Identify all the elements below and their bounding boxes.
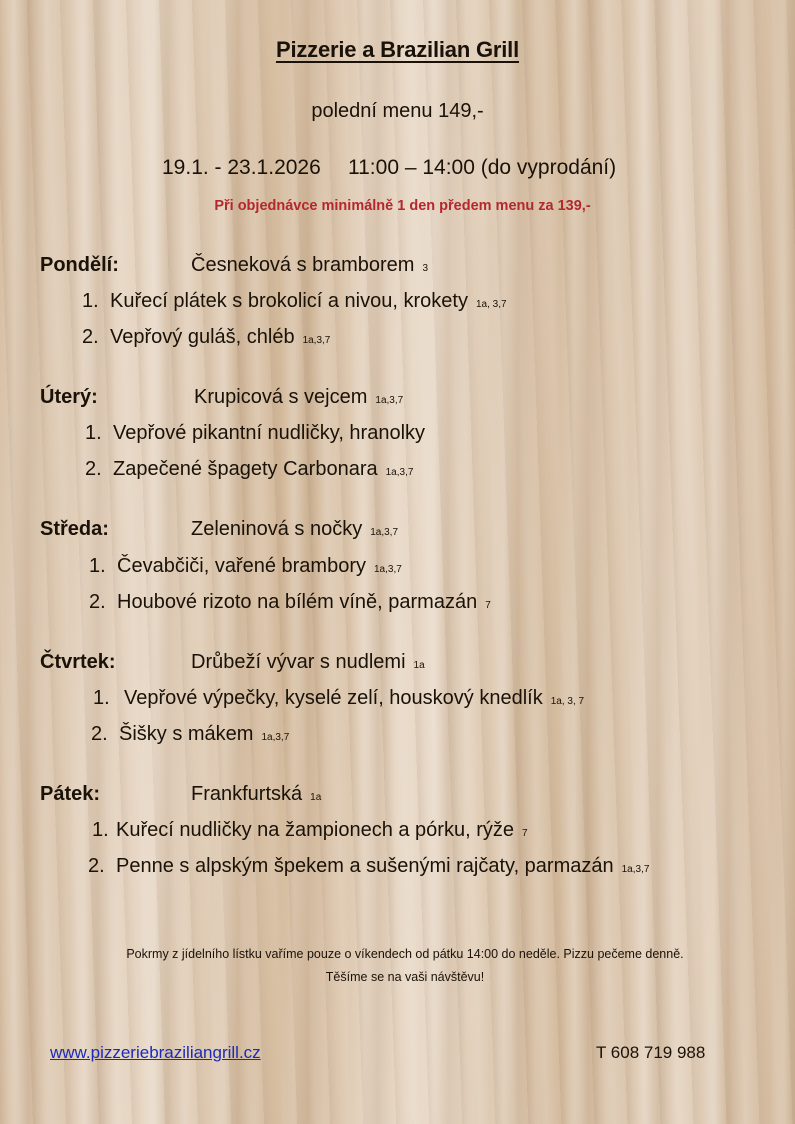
- soup-wednesday: Zeleninová s nočky 1a,3,7: [191, 518, 399, 540]
- day-tuesday: Úterý:: [40, 386, 98, 408]
- menu-dates: 19.1. - 23.1.2026: [162, 156, 321, 179]
- page-title: Pizzerie a Brazilian Grill: [275, 37, 519, 62]
- menu-item: 2. Šišky s mákem 1a,3,7: [91, 723, 290, 745]
- phone-number: T 608 719 988: [596, 1043, 706, 1062]
- day-thursday: Čtvrtek:: [40, 651, 116, 673]
- menu-item: 1. Vepřové výpečky, kyselé zelí, houskový knedlík 1a, 3, 7: [93, 687, 585, 709]
- menu-price-subtitle: polední menu 149,-: [311, 100, 484, 122]
- discount-note: Při objednávce minimálně 1 den předem menu za 139,-: [214, 198, 591, 214]
- soup-monday: Česneková s bramborem 3: [191, 254, 428, 276]
- footer-greeting: Těšíme se na vaši návštěvu!: [325, 970, 485, 984]
- menu-item: 1. Vepřové pikantní nudličky, hranolky: [85, 422, 426, 444]
- website-link[interactable]: www.pizzeriebraziliangrill.cz: [50, 1043, 261, 1062]
- menu-item: 1. Kuřecí nudličky na žampionech a pórku, rýže 7: [92, 819, 528, 841]
- menu-item: 2. Vepřový guláš, chléb 1a,3,7: [82, 326, 331, 348]
- footer-note: Pokrmy z jídelního lístku vaříme pouze o víkendech od pátku 14:00 do neděle. Pizzu pečeme denně.: [126, 947, 684, 961]
- day-monday: Pondělí:: [40, 254, 119, 276]
- soup-thursday: Drůbeží vývar s nudlemi 1a: [191, 651, 425, 673]
- serving-hours: 11:00 – 14:00 (do vyprodání): [348, 156, 617, 179]
- day-friday: Pátek:: [40, 783, 101, 805]
- soup-friday: Frankfurtská 1a: [191, 783, 322, 805]
- menu-item: 1. Čevabčiči, vařené brambory 1a,3,7: [89, 555, 402, 577]
- day-wednesday: Středa:: [40, 518, 109, 540]
- soup-tuesday: Krupicová s vejcem 1a,3,7: [194, 386, 404, 408]
- menu-item: 2. Houbové rizoto na bílém víně, parmazán 7: [89, 591, 491, 613]
- menu-item: 2. Penne s alpským špekem a sušenými rajčaty, parmazán 1a,3,7: [88, 855, 650, 877]
- menu-item: 1. Kuřecí plátek s brokolicí a nivou, krokety 1a, 3,7: [82, 290, 507, 312]
- menu-item: 2. Zapečené špagety Carbonara 1a,3,7: [85, 458, 414, 480]
